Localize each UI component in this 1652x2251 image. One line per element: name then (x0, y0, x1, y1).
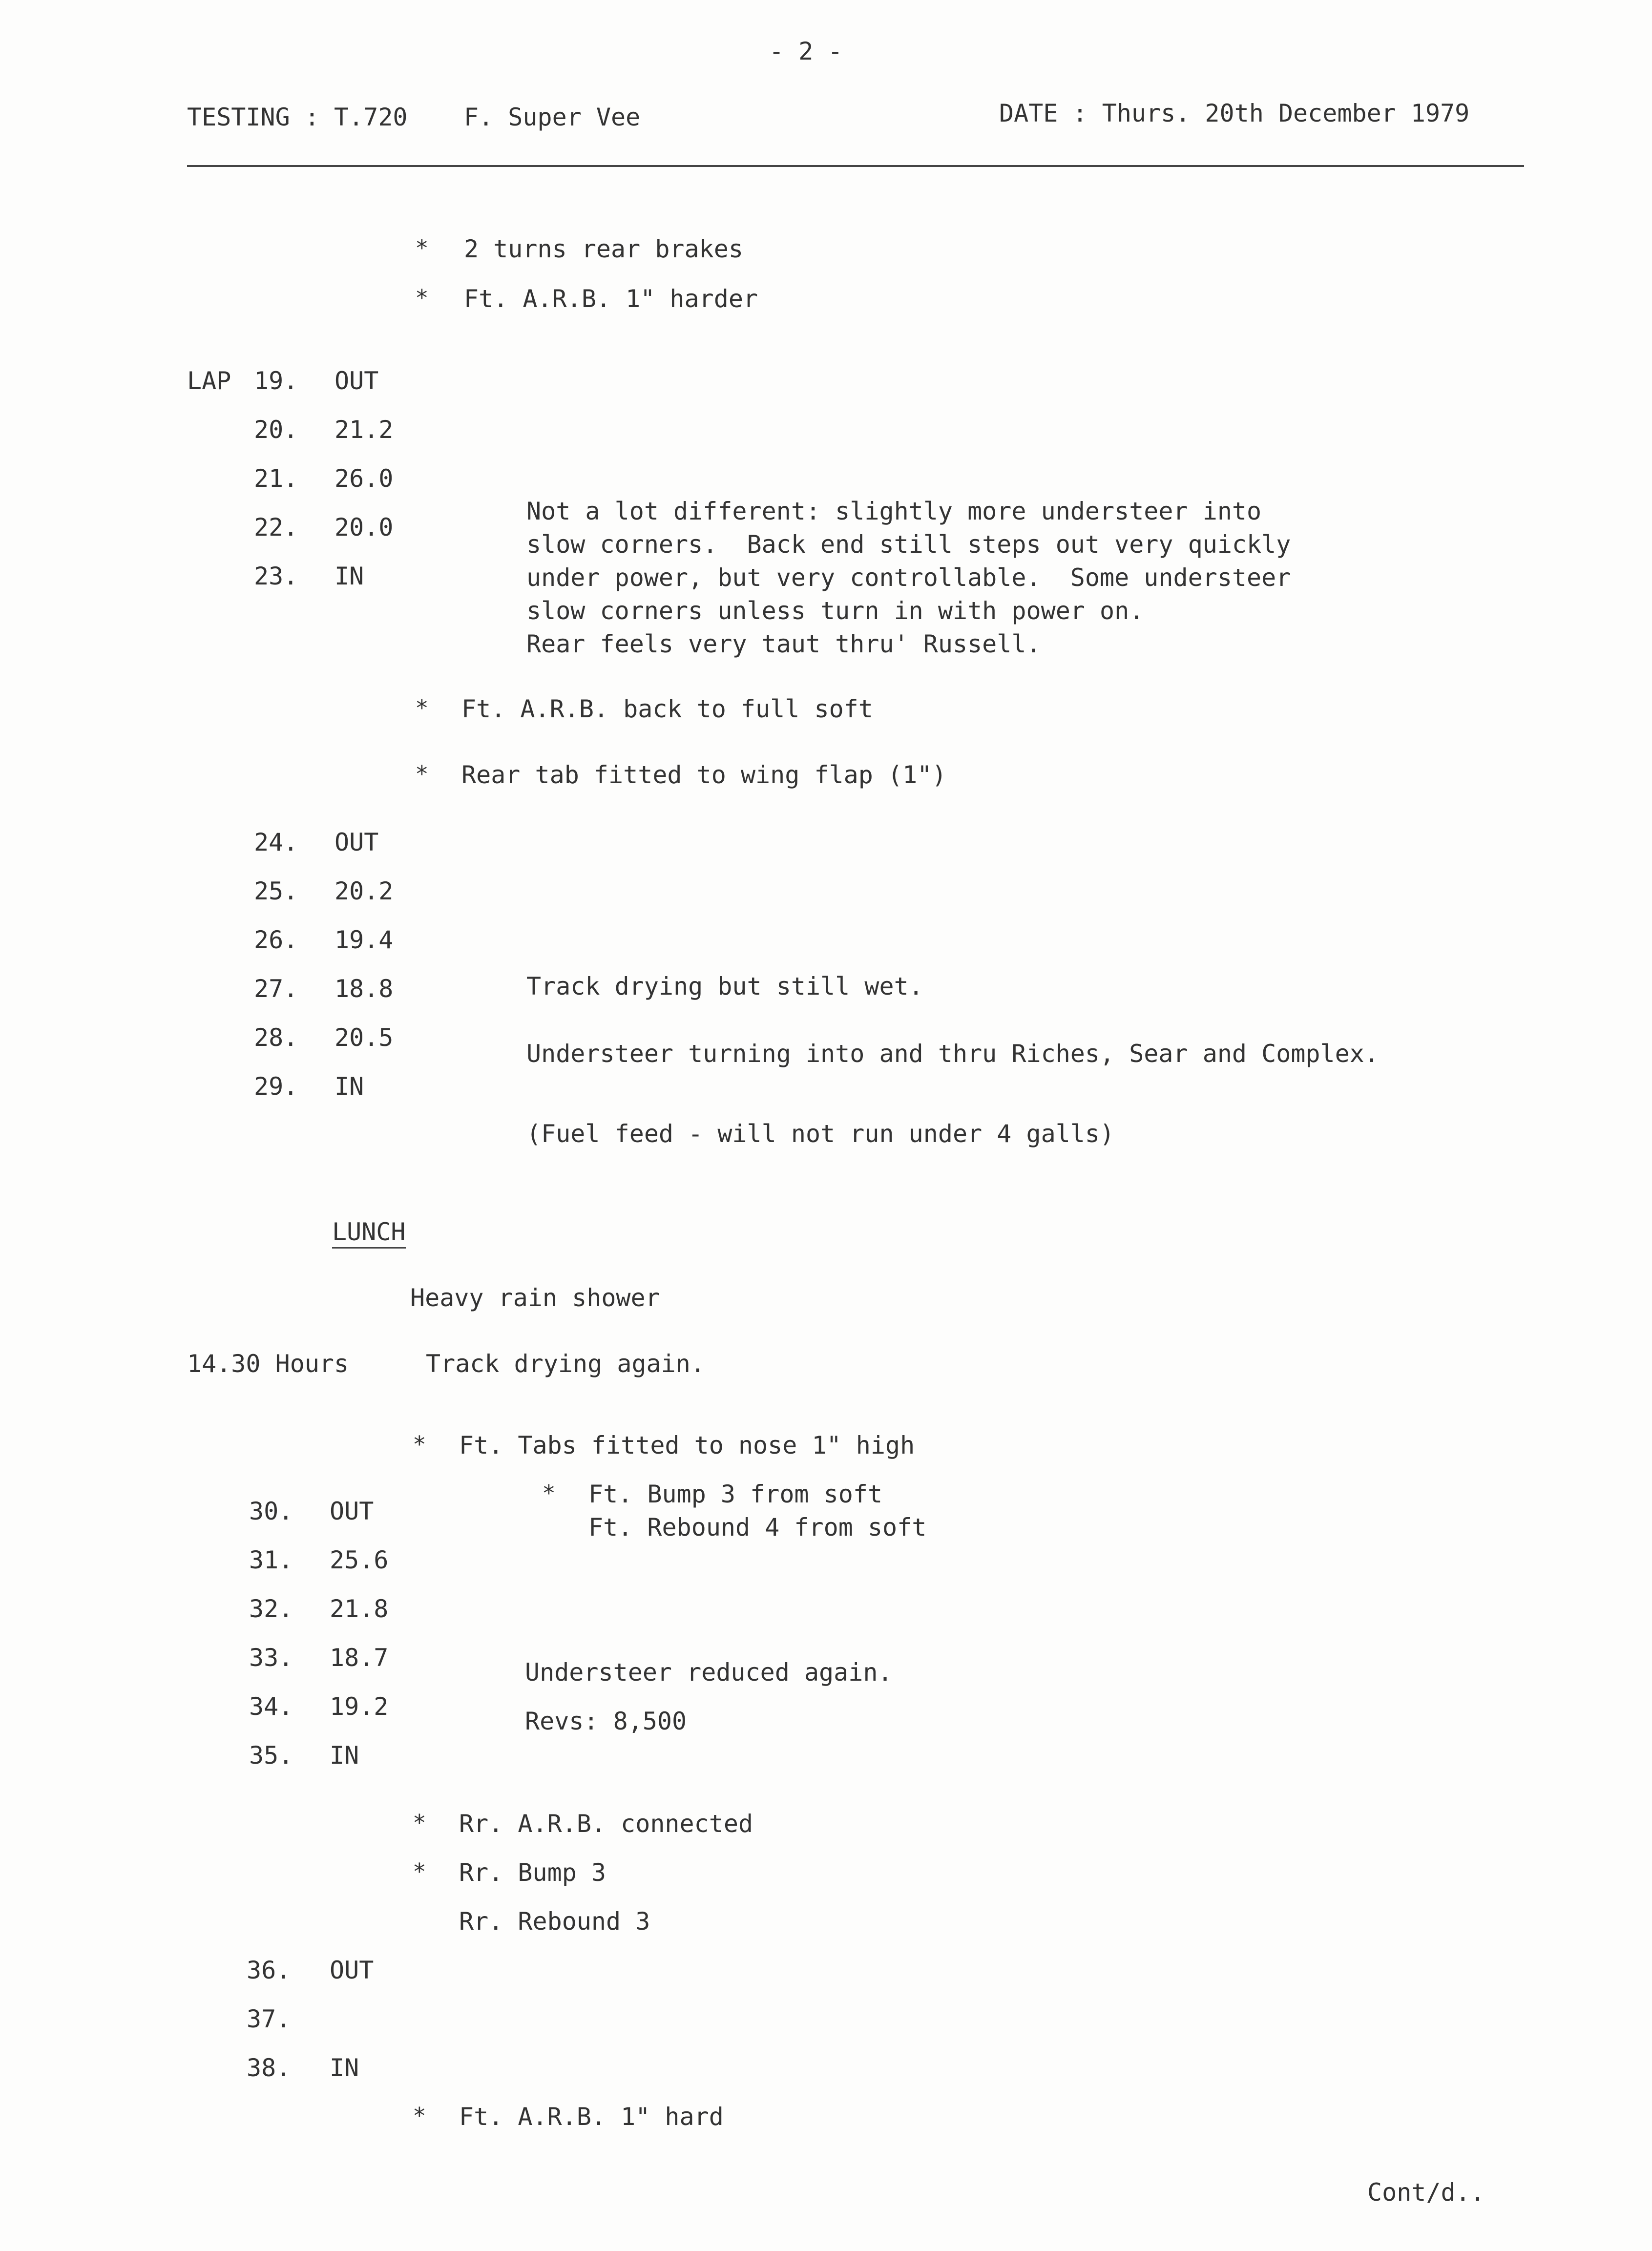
lap-time: OUT (330, 1956, 374, 1984)
header-rule (187, 165, 1524, 167)
lap-number: 37. (247, 2005, 291, 2033)
lap-number: 22. (254, 513, 298, 542)
lap-time: 18.8 (335, 975, 394, 1003)
note-line: Understeer reduced again. (525, 1658, 893, 1687)
lap-number: 38. (247, 2054, 291, 2082)
change-item: Rear tab fitted to wing flap (1") (461, 761, 947, 789)
lap-time: 20.2 (335, 877, 394, 905)
change-item: Rr. A.R.B. connected (459, 1810, 753, 1838)
note-line: slow corners. Back end still steps out very quickly (526, 530, 1291, 559)
sub-change-item: Ft. Bump 3 from soft (588, 1480, 883, 1508)
lap-number: 29. (254, 1072, 298, 1101)
note-line: slow corners unless turn in with power on. (526, 597, 1144, 625)
lap-time: OUT (335, 828, 379, 856)
lap-number: 20. (254, 416, 298, 444)
lap-time: 18.7 (330, 1644, 389, 1672)
lap-time: 19.4 (335, 926, 394, 954)
lap-time: 20.5 (335, 1023, 394, 1052)
note-line: Track drying but still wet. (526, 972, 923, 1000)
change-item: Rr. Rebound 3 (459, 1907, 650, 1936)
lap-time: IN (330, 1741, 359, 1770)
testing-label: TESTING : T.720 (187, 103, 408, 131)
bullet-star: * (415, 761, 429, 787)
change-item: Ft. Tabs fitted to nose 1" high (459, 1431, 915, 1459)
change-item: 2 turns rear brakes (464, 235, 743, 263)
lap-time: 21.8 (330, 1595, 389, 1623)
bullet-star: * (542, 1480, 556, 1506)
time-note: Track drying again. (426, 1350, 705, 1378)
page-number: - 2 - (769, 37, 843, 65)
bullet-star: * (415, 285, 429, 311)
lap-number: 32. (249, 1595, 293, 1623)
lap-time: OUT (330, 1497, 374, 1525)
lap-number: 35. (249, 1741, 293, 1770)
change-item: Rr. Bump 3 (459, 1858, 606, 1887)
bullet-star: * (415, 695, 429, 721)
note-line: Revs: 8,500 (525, 1707, 687, 1735)
change-item: Ft. A.R.B. back to full soft (461, 695, 873, 723)
bullet-star: * (413, 1431, 426, 1458)
note-line: under power, but very controllable. Some understeer (526, 563, 1291, 592)
lap-number: 19. (254, 367, 298, 395)
lap-number: 24. (254, 828, 298, 856)
lap-time: 19.2 (330, 1692, 389, 1721)
lunch-note: Heavy rain shower (410, 1284, 660, 1312)
change-item: Ft. A.R.B. 1" harder (464, 285, 758, 313)
continued-label: Cont/d.. (1367, 2178, 1485, 2207)
note-line: Not a lot different: slightly more understeer into (526, 497, 1262, 525)
bullet-star: * (415, 235, 429, 261)
lap-number: 28. (254, 1023, 298, 1052)
lap-number: 23. (254, 562, 298, 590)
lap-number: 36. (247, 1956, 291, 1984)
time-label: 14.30 Hours (187, 1350, 349, 1378)
lap-prefix: LAP (187, 367, 231, 395)
lap-number: 25. (254, 877, 298, 905)
lap-number: 33. (249, 1644, 293, 1672)
lap-number: 31. (249, 1546, 293, 1574)
lap-time: 26.0 (335, 464, 394, 493)
car-name: F. Super Vee (464, 103, 641, 131)
lap-time: 25.6 (330, 1546, 389, 1574)
lap-time: IN (335, 1072, 364, 1101)
bullet-star: * (413, 1810, 426, 1836)
bullet-star: * (413, 2103, 426, 2129)
lap-number: 26. (254, 926, 298, 954)
lap-time: OUT (335, 367, 379, 395)
lap-number: 34. (249, 1692, 293, 1721)
note-line: Understeer turning into and thru Riches, Sear and Complex. (526, 1040, 1379, 1068)
change-item: Ft. A.R.B. 1" hard (459, 2103, 724, 2131)
lap-time: IN (335, 562, 364, 590)
bullet-star: * (413, 1858, 426, 1885)
note-line: (Fuel feed - will not run under 4 galls) (526, 1120, 1115, 1148)
lap-time: IN (330, 2054, 359, 2082)
lap-time: 21.2 (335, 416, 394, 444)
note-line: Rear feels very taut thru' Russell. (526, 630, 1041, 658)
lunch-heading: LUNCH (332, 1220, 406, 1249)
lap-number: 21. (254, 464, 298, 493)
lap-number: 30. (249, 1497, 293, 1525)
date-label: DATE : Thurs. 20th December 1979 (999, 99, 1470, 127)
sub-change-item: Ft. Rebound 4 from soft (588, 1513, 927, 1542)
lap-number: 27. (254, 975, 298, 1003)
lap-time: 20.0 (335, 513, 394, 542)
